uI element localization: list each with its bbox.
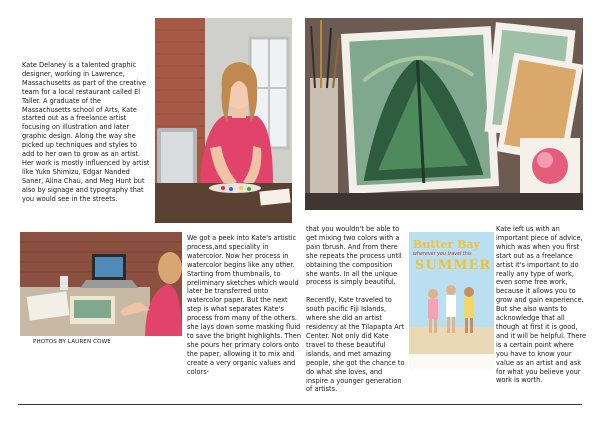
photo-artist-workspace [20, 232, 182, 336]
summer-poster [409, 232, 494, 370]
photo-credit: PHOTOS BY LAUREN COWE [33, 339, 111, 345]
page-bottom-rule [18, 404, 582, 405]
poster-tagline: wherever you travel this [413, 252, 472, 257]
photo-artist-at-desk [155, 18, 292, 223]
article-column-travel [306, 225, 406, 394]
process-conclusion-paragraph: that you wouldn't be able to get mixing two colors with a pain tbrush. And from there she repeats the process until obtaining the composition she wants. In all the unique process is simply beautiful. [306, 225, 402, 287]
article-column-advice: Kate left us with an important piece of advice, which was when you first start out as a freelance artist it's important to do really any type of work, even some free work, because it allows you to grow and gain experience. But she also wants to acknowledge that all though at first it is good, and it will be helpful. There is a certain point where you have to know your value as an artist and ask for what you believe your work is worth. [496, 225, 587, 385]
intro-paragraph: Kate Delaney is a talented graphic designer, working in Lawrence, Massachusetts as part of the creative team for a local restaurant called El Taller. A graduate of the Massachusetts school of Arts, Kate started out as a freelance artist focusing on illustration and later graphic design. Along the way she picked up techniques and styles to add to her own to grow as an artist. Her work is mostly influenced by artist like Yuko Shimizu, Edgar Nanded Saner, Alina Chau, and Meg Hunt but also by signage and typography that you would see in the streets. [22, 61, 150, 203]
poster-summer-title: SUMMER [415, 258, 492, 273]
poster-title: Butter Bay [413, 238, 480, 251]
article-column-process: We got a peek into Kate's artistic process,and speciality in watercolor. Now her process in watercolor begins like any other. Starting from thumbnails, to preliminary sketches which would later be transferred onto watercolor paper. But the next step is what separates Kate's process from many of the others. she lays down some masking fluid to save the bright highlights. Then she pours her primary colors onto the paper, allowing it to mix and create a very organic values and colors- [187, 234, 301, 376]
fiji-residency-paragraph: Recently, Kate traveled to south pacific Fiji Islands, where she did an artist residency at the Tilapapta Art Center. Not only did Kate travel to these beautiful islands, and met amazing people, she got the chance to do what she loves, and inspire a younger generation of artists. [306, 296, 405, 394]
photo-watercolor-paintings [305, 18, 583, 210]
